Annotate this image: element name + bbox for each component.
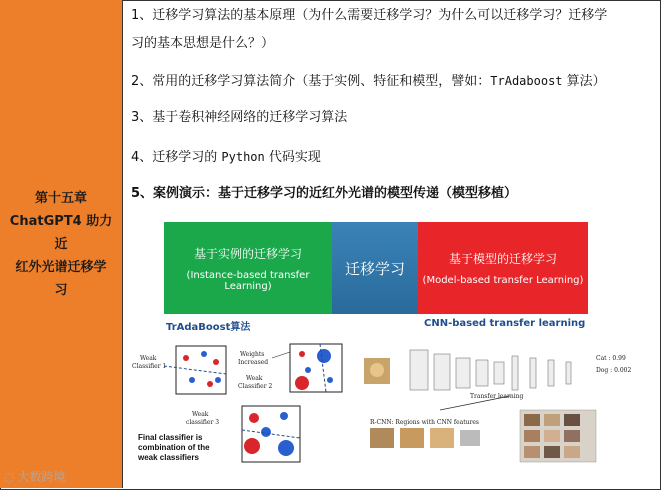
cnn-layer [476, 360, 488, 386]
point-blue-large [278, 440, 294, 456]
model-based-zh: 基于模型的迁移学习 [448, 252, 557, 266]
point-red [207, 381, 213, 387]
trada-label: TrAdaBoost算法 [166, 322, 251, 333]
cnn-layers [410, 350, 571, 390]
item-4-code: Python [221, 150, 265, 164]
cat-score: Cat : 0.99 [596, 355, 626, 362]
point-blue-large [317, 349, 331, 363]
weak3-label-b: classifier 3 [186, 419, 220, 426]
grid-thumb [544, 414, 560, 426]
cnn-layer [410, 350, 428, 390]
point-red [249, 413, 259, 423]
caption-line-2: combination of the [138, 443, 210, 452]
logo-icon: ◌ [4, 469, 15, 484]
point-red [299, 351, 305, 357]
box-1 [176, 346, 226, 394]
transfer-learning-title: 迁移学习 [344, 259, 405, 278]
grid-thumb [524, 414, 540, 426]
point-blue [261, 427, 271, 437]
weak2-label-b: Classifier 2 [238, 383, 273, 390]
chapter-line-1: 第十五章 [34, 190, 87, 206]
rcnn-label: R-CNN: Regions with CNN features [370, 419, 479, 426]
outline-item-1: 1、迁移学习算法的基本原理（为什么需要迁移学习？为什么可以迁移学习？迁移学 [131, 8, 608, 23]
grid-thumb [564, 446, 580, 458]
item-2-text: 2、常用的迁移学习算法简介（基于实例、特征和模型，譬如： [131, 74, 491, 89]
point-blue [189, 377, 195, 383]
split-line-3 [242, 430, 300, 438]
item-2-code: TrAdaboost [490, 74, 563, 88]
point-blue [305, 367, 311, 373]
point-red-large [295, 376, 309, 390]
feature-block [460, 430, 480, 446]
point-red [213, 359, 219, 365]
cnn-layer [456, 358, 470, 388]
dog-score: Dog : 0.002 [596, 367, 632, 374]
cnn-layer [512, 356, 518, 390]
chapter-line-2: ChatGPT4 助力近 [9, 213, 113, 252]
grid-thumb [544, 446, 560, 458]
point-blue [201, 351, 207, 357]
grid-thumb [524, 446, 540, 458]
item-4-tail: 代码实现 [264, 150, 321, 165]
point-blue [280, 412, 288, 420]
transfer-label: Transfer learning [470, 393, 524, 400]
outline-item-3: 3、基于卷积神经网络的迁移学习算法 [131, 110, 348, 125]
point-red [183, 355, 189, 361]
model-based-banner [418, 222, 588, 314]
chapter-panel [0, 0, 123, 488]
weak2-label-a: Weak [246, 375, 263, 382]
caption-line-3: weak classifiers [138, 453, 199, 462]
instance-based-en: (Instance-based transfer Learning) [186, 269, 310, 292]
item-4-text: 4、迁移学习的 [131, 150, 222, 165]
instance-based-zh: 基于实例的迁移学习 [193, 246, 302, 261]
point-red-large [244, 438, 260, 454]
image-grid [520, 410, 596, 462]
weak1-label-a: Weak [140, 355, 157, 362]
point-blue [327, 377, 333, 383]
instance-based-banner [164, 222, 332, 314]
warped-image [430, 428, 454, 448]
cnn-layer [566, 362, 571, 384]
model-based-en: (Model-based transfer Learning) [422, 275, 584, 286]
cnn-label: CNN-based transfer learning [424, 318, 586, 329]
grid-thumb [544, 430, 560, 442]
chapter-title [7, 187, 115, 302]
grid-thumb [524, 430, 540, 442]
cat-face [370, 363, 384, 377]
item-2-tail: 算法） [562, 74, 606, 89]
outline-item-1-cont: 习的基本思想是什么？） [131, 36, 275, 51]
weak3-label-a: Weak [192, 411, 209, 418]
outline-item-5: 5、案例演示：基于迁移学习的近红外光谱的模型传递（模型移植） [131, 186, 518, 201]
cnn-layer [494, 362, 504, 384]
caption-line-1: Final classifier is [138, 433, 203, 442]
transfer-learning-banner [332, 222, 418, 314]
brand-logo [4, 468, 66, 485]
arrow-weights [272, 352, 290, 358]
cnn-layer [434, 354, 450, 390]
cnn-layer [530, 358, 536, 388]
input-image [370, 428, 394, 448]
chapter-line-3: 红外光谱迁移学 [15, 259, 107, 275]
cnn-layer [548, 360, 554, 386]
weights-label-a: Weights [240, 351, 265, 358]
logo-text: 大数跨境 [17, 470, 66, 484]
point-blue [215, 377, 221, 383]
chapter-line-4: 习 [54, 282, 68, 298]
grid-thumb [564, 414, 580, 426]
outline-item-4 [131, 145, 321, 170]
region-image [400, 428, 424, 448]
outline-item-2 [131, 69, 606, 94]
grid-thumb [564, 430, 580, 442]
final-classifier-caption [138, 433, 210, 463]
cnn-figure [360, 336, 660, 472]
weak1-label-b: Classifier 1 [132, 363, 167, 370]
split-line-1 [164, 366, 226, 374]
weights-label-b: Increased [238, 359, 269, 366]
